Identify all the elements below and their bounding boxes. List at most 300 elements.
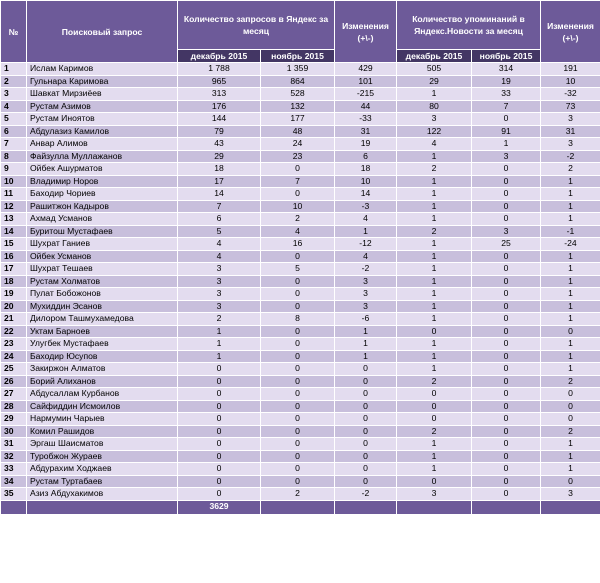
news-change-cell: 1 — [541, 438, 600, 451]
news-change-cell: 73 — [541, 100, 600, 113]
yandex-nov-cell: 0 — [261, 450, 335, 463]
yandex-change-cell: 429 — [335, 63, 397, 76]
news-dec-cell: 0 — [397, 325, 472, 338]
news-dec-cell: 1 — [397, 263, 472, 276]
row-number-cell: 23 — [1, 338, 27, 351]
yandex-dec-cell: 1 — [178, 350, 261, 363]
table-row — [1, 213, 600, 226]
news-dec-cell: 29 — [397, 75, 472, 88]
row-number-cell: 7 — [1, 138, 27, 151]
news-dec-cell: 1 — [397, 450, 472, 463]
header-query: Поисковый запрос — [27, 1, 178, 63]
query-name-cell: Ахмад Усманов — [27, 213, 178, 226]
yandex-dec-cell: 17 — [178, 175, 261, 188]
news-nov-cell: 0 — [472, 425, 541, 438]
news-nov-cell: 0 — [472, 375, 541, 388]
table-row — [1, 88, 600, 101]
news-dec-cell: 1 — [397, 350, 472, 363]
query-name-cell: Закиржон Алматов — [27, 363, 178, 376]
yandex-dec-cell: 3 — [178, 300, 261, 313]
news-change-cell: 31 — [541, 125, 600, 138]
yandex-dec-cell: 3 — [178, 275, 261, 288]
query-name-cell: Рустам Азимов — [27, 100, 178, 113]
table-row — [1, 300, 600, 313]
query-name-cell: Файзулла Муллажанов — [27, 150, 178, 163]
news-change-cell: -2 — [541, 150, 600, 163]
yandex-change-cell: 0 — [335, 363, 397, 376]
yandex-nov-cell: 0 — [261, 425, 335, 438]
header-change-1: Изменения (+\-) — [335, 1, 397, 63]
news-nov-cell: 0 — [472, 438, 541, 451]
yandex-dec-cell: 3 — [178, 263, 261, 276]
query-name-cell: Рустам Иноятов — [27, 113, 178, 126]
footer-total: 3629 — [178, 500, 261, 514]
query-name-cell: Борий Алиханов — [27, 375, 178, 388]
table-row — [1, 100, 600, 113]
yandex-dec-cell: 176 — [178, 100, 261, 113]
yandex-nov-cell: 0 — [261, 463, 335, 476]
yandex-change-cell: 6 — [335, 150, 397, 163]
yandex-change-cell: 0 — [335, 438, 397, 451]
yandex-nov-cell: 2 — [261, 488, 335, 501]
table-row — [1, 275, 600, 288]
news-change-cell: 3 — [541, 138, 600, 151]
news-change-cell: 2 — [541, 375, 600, 388]
news-change-cell: 1 — [541, 250, 600, 263]
news-nov-cell: 0 — [472, 363, 541, 376]
yandex-dec-cell: 1 — [178, 325, 261, 338]
table-row — [1, 138, 600, 151]
yandex-nov-cell: 5 — [261, 263, 335, 276]
query-name-cell: Абдурахим Ходжаев — [27, 463, 178, 476]
yandex-dec-cell: 4 — [178, 238, 261, 251]
row-number-cell: 27 — [1, 388, 27, 401]
yandex-dec-cell: 2 — [178, 313, 261, 326]
yandex-nov-cell: 0 — [261, 250, 335, 263]
yandex-dec-cell: 0 — [178, 413, 261, 426]
yandex-change-cell: 0 — [335, 450, 397, 463]
table-row — [1, 188, 600, 201]
row-number-cell: 16 — [1, 250, 27, 263]
row-number-cell: 20 — [1, 300, 27, 313]
row-number-cell: 18 — [1, 275, 27, 288]
row-number-cell: 12 — [1, 200, 27, 213]
yandex-nov-cell: 1 359 — [261, 63, 335, 76]
yandex-dec-cell: 43 — [178, 138, 261, 151]
yandex-change-cell: 1 — [335, 325, 397, 338]
table-row — [1, 225, 600, 238]
news-dec-cell: 4 — [397, 138, 472, 151]
yandex-nov-cell: 2 — [261, 213, 335, 226]
yandex-change-cell: 44 — [335, 100, 397, 113]
header-nov-yandex: ноябрь 2015 — [261, 50, 335, 63]
news-nov-cell: 0 — [472, 488, 541, 501]
row-number-cell: 13 — [1, 213, 27, 226]
news-change-cell: 1 — [541, 275, 600, 288]
news-nov-cell: 91 — [472, 125, 541, 138]
table-row — [1, 425, 600, 438]
yandex-nov-cell: 0 — [261, 275, 335, 288]
yandex-nov-cell: 0 — [261, 163, 335, 176]
row-number-cell: 31 — [1, 438, 27, 451]
news-nov-cell: 0 — [472, 400, 541, 413]
header-number: № — [1, 1, 27, 63]
query-name-cell: Баходир Чориев — [27, 188, 178, 201]
row-number-cell: 32 — [1, 450, 27, 463]
query-name-cell: Уктам Барноев — [27, 325, 178, 338]
yandex-nov-cell: 0 — [261, 475, 335, 488]
news-nov-cell: 0 — [472, 288, 541, 301]
yandex-dec-cell: 18 — [178, 163, 261, 176]
yandex-change-cell: 3 — [335, 300, 397, 313]
row-number-cell: 26 — [1, 375, 27, 388]
yandex-change-cell: -2 — [335, 263, 397, 276]
news-change-cell: 1 — [541, 363, 600, 376]
yandex-nov-cell: 864 — [261, 75, 335, 88]
table-row — [1, 250, 600, 263]
news-nov-cell: 33 — [472, 88, 541, 101]
yandex-nov-cell: 0 — [261, 338, 335, 351]
news-change-cell: 1 — [541, 263, 600, 276]
yandex-dec-cell: 29 — [178, 150, 261, 163]
news-nov-cell: 0 — [472, 450, 541, 463]
query-name-cell: Буритош Мустафаев — [27, 225, 178, 238]
query-name-cell: Абдусаллам Курбанов — [27, 388, 178, 401]
yandex-change-cell: 0 — [335, 375, 397, 388]
news-nov-cell: 0 — [472, 475, 541, 488]
table-footer — [1, 500, 600, 514]
yandex-dec-cell: 0 — [178, 363, 261, 376]
news-nov-cell: 3 — [472, 150, 541, 163]
yandex-change-cell: -3 — [335, 200, 397, 213]
yandex-dec-cell: 14 — [178, 188, 261, 201]
yandex-nov-cell: 48 — [261, 125, 335, 138]
news-change-cell: 1 — [541, 313, 600, 326]
yandex-dec-cell: 144 — [178, 113, 261, 126]
table-row — [1, 313, 600, 326]
query-name-cell: Владимир Норов — [27, 175, 178, 188]
query-name-cell: Улугбек Мустафаев — [27, 338, 178, 351]
row-number-cell: 8 — [1, 150, 27, 163]
yandex-change-cell: -2 — [335, 488, 397, 501]
news-nov-cell: 0 — [472, 163, 541, 176]
news-nov-cell: 314 — [472, 63, 541, 76]
yandex-dec-cell: 0 — [178, 425, 261, 438]
row-number-cell: 24 — [1, 350, 27, 363]
query-name-cell: Дилором Ташмухамедова — [27, 313, 178, 326]
news-change-cell: 3 — [541, 113, 600, 126]
query-name-cell: Рашитжон Кадыров — [27, 200, 178, 213]
news-change-cell: 0 — [541, 413, 600, 426]
news-change-cell: 2 — [541, 163, 600, 176]
row-number-cell: 30 — [1, 425, 27, 438]
table-row — [1, 263, 600, 276]
news-change-cell: 0 — [541, 325, 600, 338]
table-row — [1, 388, 600, 401]
row-number-cell: 29 — [1, 413, 27, 426]
yandex-change-cell: 4 — [335, 250, 397, 263]
row-number-cell: 21 — [1, 313, 27, 326]
news-dec-cell: 2 — [397, 225, 472, 238]
yandex-dec-cell: 6 — [178, 213, 261, 226]
news-dec-cell: 80 — [397, 100, 472, 113]
news-dec-cell: 3 — [397, 113, 472, 126]
yandex-change-cell: 0 — [335, 475, 397, 488]
yandex-change-cell: 3 — [335, 275, 397, 288]
yandex-nov-cell: 4 — [261, 225, 335, 238]
query-name-cell: Ойбек Ашурматов — [27, 163, 178, 176]
header-dec-yandex: декабрь 2015 — [178, 50, 261, 63]
news-change-cell: 3 — [541, 488, 600, 501]
yandex-dec-cell: 3 — [178, 288, 261, 301]
query-name-cell: Туробжон Жураев — [27, 450, 178, 463]
news-dec-cell: 2 — [397, 375, 472, 388]
yandex-change-cell: 19 — [335, 138, 397, 151]
row-number-cell: 17 — [1, 263, 27, 276]
table-row — [1, 338, 600, 351]
table-row — [1, 463, 600, 476]
news-change-cell: 0 — [541, 388, 600, 401]
row-number-cell: 33 — [1, 463, 27, 476]
yandex-change-cell: 1 — [335, 338, 397, 351]
news-dec-cell: 122 — [397, 125, 472, 138]
yandex-dec-cell: 5 — [178, 225, 261, 238]
query-name-cell: Ойбек Усманов — [27, 250, 178, 263]
news-dec-cell: 1 — [397, 288, 472, 301]
yandex-dec-cell: 0 — [178, 400, 261, 413]
row-number-cell: 5 — [1, 113, 27, 126]
news-nov-cell: 0 — [472, 275, 541, 288]
table-body — [1, 63, 600, 501]
header-dec-news: декабрь 2015 — [397, 50, 472, 63]
news-dec-cell: 1 — [397, 438, 472, 451]
header-nov-news: ноябрь 2015 — [472, 50, 541, 63]
query-name-cell: Шухрат Тешаев — [27, 263, 178, 276]
news-nov-cell: 7 — [472, 100, 541, 113]
yandex-change-cell: -6 — [335, 313, 397, 326]
news-dec-cell: 1 — [397, 175, 472, 188]
news-change-cell: 1 — [541, 350, 600, 363]
news-nov-cell: 0 — [472, 413, 541, 426]
yandex-dec-cell: 7 — [178, 200, 261, 213]
yandex-dec-cell: 0 — [178, 475, 261, 488]
yandex-change-cell: 0 — [335, 413, 397, 426]
header-news-count: Количество упоминаний в Яндекс.Новости за месяц — [397, 1, 541, 50]
news-change-cell: 1 — [541, 200, 600, 213]
yandex-change-cell: 10 — [335, 175, 397, 188]
yandex-change-cell: -215 — [335, 88, 397, 101]
news-dec-cell: 1 — [397, 200, 472, 213]
yandex-nov-cell: 0 — [261, 400, 335, 413]
yandex-nov-cell: 0 — [261, 363, 335, 376]
query-name-cell: Эргаш Шаисматов — [27, 438, 178, 451]
row-number-cell: 19 — [1, 288, 27, 301]
table-row — [1, 288, 600, 301]
news-change-cell: 1 — [541, 338, 600, 351]
query-name-cell: Шухрат Ганиев — [27, 238, 178, 251]
yandex-nov-cell: 0 — [261, 325, 335, 338]
table-row — [1, 363, 600, 376]
news-dec-cell: 1 — [397, 250, 472, 263]
yandex-nov-cell: 16 — [261, 238, 335, 251]
yandex-change-cell: 4 — [335, 213, 397, 226]
news-change-cell: -1 — [541, 225, 600, 238]
yandex-dec-cell: 4 — [178, 250, 261, 263]
table-row — [1, 63, 600, 76]
yandex-change-cell: 0 — [335, 463, 397, 476]
row-number-cell: 28 — [1, 400, 27, 413]
news-change-cell: -32 — [541, 88, 600, 101]
yandex-change-cell: 0 — [335, 400, 397, 413]
yandex-dec-cell: 313 — [178, 88, 261, 101]
news-nov-cell: 19 — [472, 75, 541, 88]
yandex-nov-cell: 528 — [261, 88, 335, 101]
table-row — [1, 375, 600, 388]
news-dec-cell: 0 — [397, 413, 472, 426]
news-change-cell: 1 — [541, 450, 600, 463]
yandex-change-cell: 0 — [335, 425, 397, 438]
news-change-cell: 1 — [541, 188, 600, 201]
news-change-cell: 1 — [541, 463, 600, 476]
table-row — [1, 400, 600, 413]
table-row — [1, 350, 600, 363]
news-dec-cell: 1 — [397, 463, 472, 476]
row-number-cell: 9 — [1, 163, 27, 176]
news-nov-cell: 0 — [472, 175, 541, 188]
row-number-cell: 22 — [1, 325, 27, 338]
news-nov-cell: 0 — [472, 188, 541, 201]
news-change-cell: -24 — [541, 238, 600, 251]
yandex-dec-cell: 0 — [178, 450, 261, 463]
yandex-nov-cell: 7 — [261, 175, 335, 188]
news-change-cell: 0 — [541, 475, 600, 488]
yandex-nov-cell: 0 — [261, 300, 335, 313]
yandex-nov-cell: 8 — [261, 313, 335, 326]
row-number-cell: 3 — [1, 88, 27, 101]
row-number-cell: 15 — [1, 238, 27, 251]
news-dec-cell: 1 — [397, 188, 472, 201]
news-change-cell: 191 — [541, 63, 600, 76]
row-number-cell: 34 — [1, 475, 27, 488]
news-dec-cell: 1 — [397, 363, 472, 376]
news-nov-cell: 0 — [472, 313, 541, 326]
row-number-cell: 6 — [1, 125, 27, 138]
news-nov-cell: 0 — [472, 250, 541, 263]
news-dec-cell: 1 — [397, 338, 472, 351]
table-row — [1, 488, 600, 501]
yandex-dec-cell: 0 — [178, 463, 261, 476]
news-nov-cell: 0 — [472, 113, 541, 126]
query-name-cell: Абдулазиз Камилов — [27, 125, 178, 138]
table-row — [1, 125, 600, 138]
query-name-cell: Шавкат Мирзиёев — [27, 88, 178, 101]
yandex-nov-cell: 24 — [261, 138, 335, 151]
news-dec-cell: 1 — [397, 150, 472, 163]
table-row — [1, 413, 600, 426]
yandex-nov-cell: 0 — [261, 288, 335, 301]
table-row — [1, 163, 600, 176]
row-number-cell: 4 — [1, 100, 27, 113]
news-nov-cell: 0 — [472, 300, 541, 313]
row-number-cell: 2 — [1, 75, 27, 88]
yandex-change-cell: 14 — [335, 188, 397, 201]
yandex-nov-cell: 0 — [261, 350, 335, 363]
query-name-cell: Гульнара Каримова — [27, 75, 178, 88]
table-row — [1, 150, 600, 163]
yandex-nov-cell: 0 — [261, 413, 335, 426]
yandex-dec-cell: 0 — [178, 375, 261, 388]
news-dec-cell: 0 — [397, 400, 472, 413]
yandex-dec-cell: 965 — [178, 75, 261, 88]
query-name-cell: Ислам Каримов — [27, 63, 178, 76]
news-dec-cell: 2 — [397, 425, 472, 438]
yandex-change-cell: 18 — [335, 163, 397, 176]
yandex-change-cell: -12 — [335, 238, 397, 251]
yandex-change-cell: -33 — [335, 113, 397, 126]
news-nov-cell: 0 — [472, 200, 541, 213]
news-nov-cell: 3 — [472, 225, 541, 238]
row-number-cell: 35 — [1, 488, 27, 501]
news-nov-cell: 25 — [472, 238, 541, 251]
table-row — [1, 450, 600, 463]
news-change-cell: 1 — [541, 300, 600, 313]
news-change-cell: 2 — [541, 425, 600, 438]
news-dec-cell: 505 — [397, 63, 472, 76]
news-dec-cell: 1 — [397, 213, 472, 226]
yandex-dec-cell: 79 — [178, 125, 261, 138]
news-nov-cell: 0 — [472, 213, 541, 226]
table-row — [1, 238, 600, 251]
table-row — [1, 325, 600, 338]
news-dec-cell: 0 — [397, 388, 472, 401]
query-name-cell: Мухиддин Эсанов — [27, 300, 178, 313]
row-number-cell: 1 — [1, 63, 27, 76]
news-dec-cell: 1 — [397, 275, 472, 288]
query-name-cell: Баходир Юсупов — [27, 350, 178, 363]
yandex-change-cell: 1 — [335, 225, 397, 238]
yandex-change-cell: 0 — [335, 388, 397, 401]
news-nov-cell: 1 — [472, 138, 541, 151]
query-name-cell: Сайфиддин Исмоилов — [27, 400, 178, 413]
yandex-change-cell: 101 — [335, 75, 397, 88]
yandex-nov-cell: 0 — [261, 438, 335, 451]
header-yandex-count: Количество запросов в Яндекс за месяц — [178, 1, 335, 50]
news-nov-cell: 0 — [472, 388, 541, 401]
news-dec-cell: 1 — [397, 300, 472, 313]
yandex-nov-cell: 23 — [261, 150, 335, 163]
table-row — [1, 475, 600, 488]
news-nov-cell: 0 — [472, 263, 541, 276]
table-row — [1, 75, 600, 88]
row-number-cell: 10 — [1, 175, 27, 188]
yandex-nov-cell: 0 — [261, 188, 335, 201]
yandex-dec-cell: 0 — [178, 488, 261, 501]
news-nov-cell: 0 — [472, 325, 541, 338]
news-nov-cell: 0 — [472, 463, 541, 476]
yandex-dec-cell: 0 — [178, 438, 261, 451]
news-nov-cell: 0 — [472, 338, 541, 351]
row-number-cell: 14 — [1, 225, 27, 238]
yandex-change-cell: 31 — [335, 125, 397, 138]
table-row — [1, 200, 600, 213]
yandex-nov-cell: 132 — [261, 100, 335, 113]
yandex-change-cell: 3 — [335, 288, 397, 301]
yandex-dec-cell: 0 — [178, 388, 261, 401]
news-dec-cell: 0 — [397, 475, 472, 488]
news-change-cell: 1 — [541, 288, 600, 301]
query-name-cell: Анвар Алимов — [27, 138, 178, 151]
news-change-cell: 1 — [541, 213, 600, 226]
